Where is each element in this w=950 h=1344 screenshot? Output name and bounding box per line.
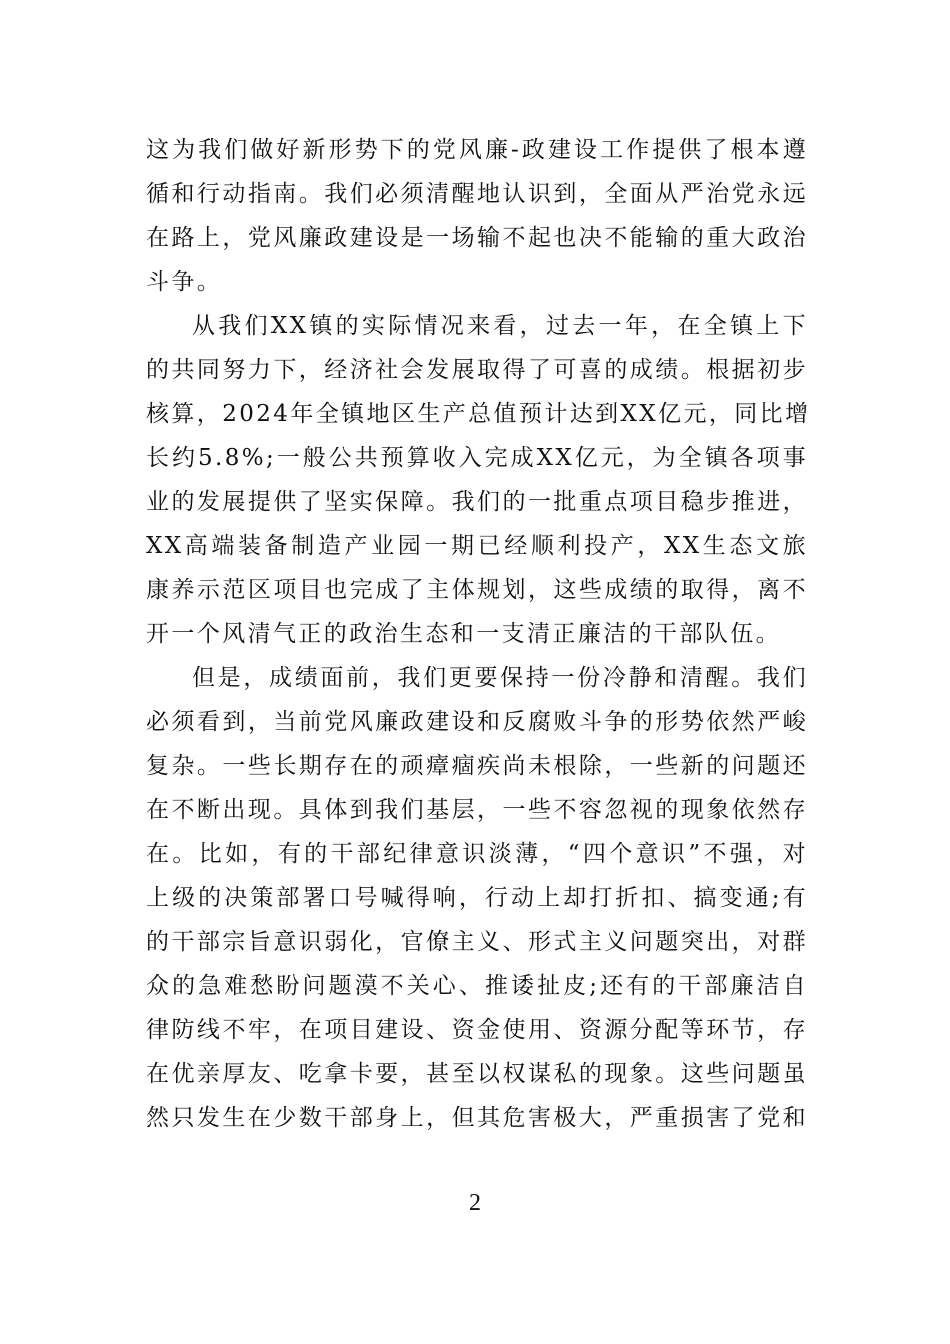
text-line: 这为我们做好新形势下的党风廉-政建设工作提供了根本遵 <box>146 137 808 163</box>
text-line: 循和行动指南。我们必须清醒地认识到，全面从严治党永远 <box>146 181 808 207</box>
text-line: 在路上，党风廉政建设是一场输不起也决不能输的重大政治 <box>146 225 808 251</box>
text-line: 必须看到，当前党风廉政建设和反腐败斗争的形势依然严峻 <box>146 709 808 735</box>
text-line: 的干部宗旨意识弱化，官僚主义、形式主义问题突出，对群 <box>146 929 808 955</box>
text-line: 上级的决策部署口号喊得响，行动上却打折扣、搞变通;有 <box>146 885 808 911</box>
body-text <box>146 128 811 1140</box>
text-line: 众的急难愁盼问题漠不关心、推诿扯皮;还有的干部廉洁自 <box>146 973 808 999</box>
text-line: 的共同努力下，经济社会发展取得了可喜的成绩。根据初步 <box>146 357 808 383</box>
text-line: 核算，2024年全镇地区生产总值预计达到XX亿元，同比增 <box>146 401 811 427</box>
text-line: 长约5.8%;一般公共预算收入完成XX亿元，为全镇各项事 <box>146 445 808 471</box>
text-line: 从我们XX镇的实际情况来看，过去一年，在全镇上下 <box>192 313 808 339</box>
text-line: 在。比如，有的干部纪律意识淡薄，“四个意识”不强，对 <box>146 841 808 867</box>
text-line: 律防线不牢，在项目建设、资金使用、资源分配等环节，存 <box>146 1017 808 1043</box>
text-line: 但是，成绩面前，我们更要保持一份冷静和清醒。我们 <box>192 665 808 691</box>
text-line: 业的发展提供了坚实保障。我们的一批重点项目稳步推进， <box>146 489 808 515</box>
page-number: 2 <box>469 1190 481 1216</box>
text-line: 复杂。一些长期存在的顽瘴痼疾尚未根除，一些新的问题还 <box>146 753 808 779</box>
text-line: 然只发生在少数干部身上，但其危害极大，严重损害了党和 <box>146 1105 808 1131</box>
text-line: 斗争。 <box>146 269 223 295</box>
text-line: 康养示范区项目也完成了主体规划，这些成绩的取得，离不 <box>146 577 808 603</box>
text-line: 开一个风清气正的政治生态和一支清正廉洁的干部队伍。 <box>146 621 781 647</box>
text-line: 在不断出现。具体到我们基层，一些不容忽视的现象依然存 <box>146 797 808 823</box>
text-line: XX高端装备制造产业园一期已经顺利投产，XX生态文旅 <box>146 533 808 559</box>
text-line: 在优亲厚友、吃拿卡要，甚至以权谋私的现象。这些问题虽 <box>146 1061 808 1087</box>
